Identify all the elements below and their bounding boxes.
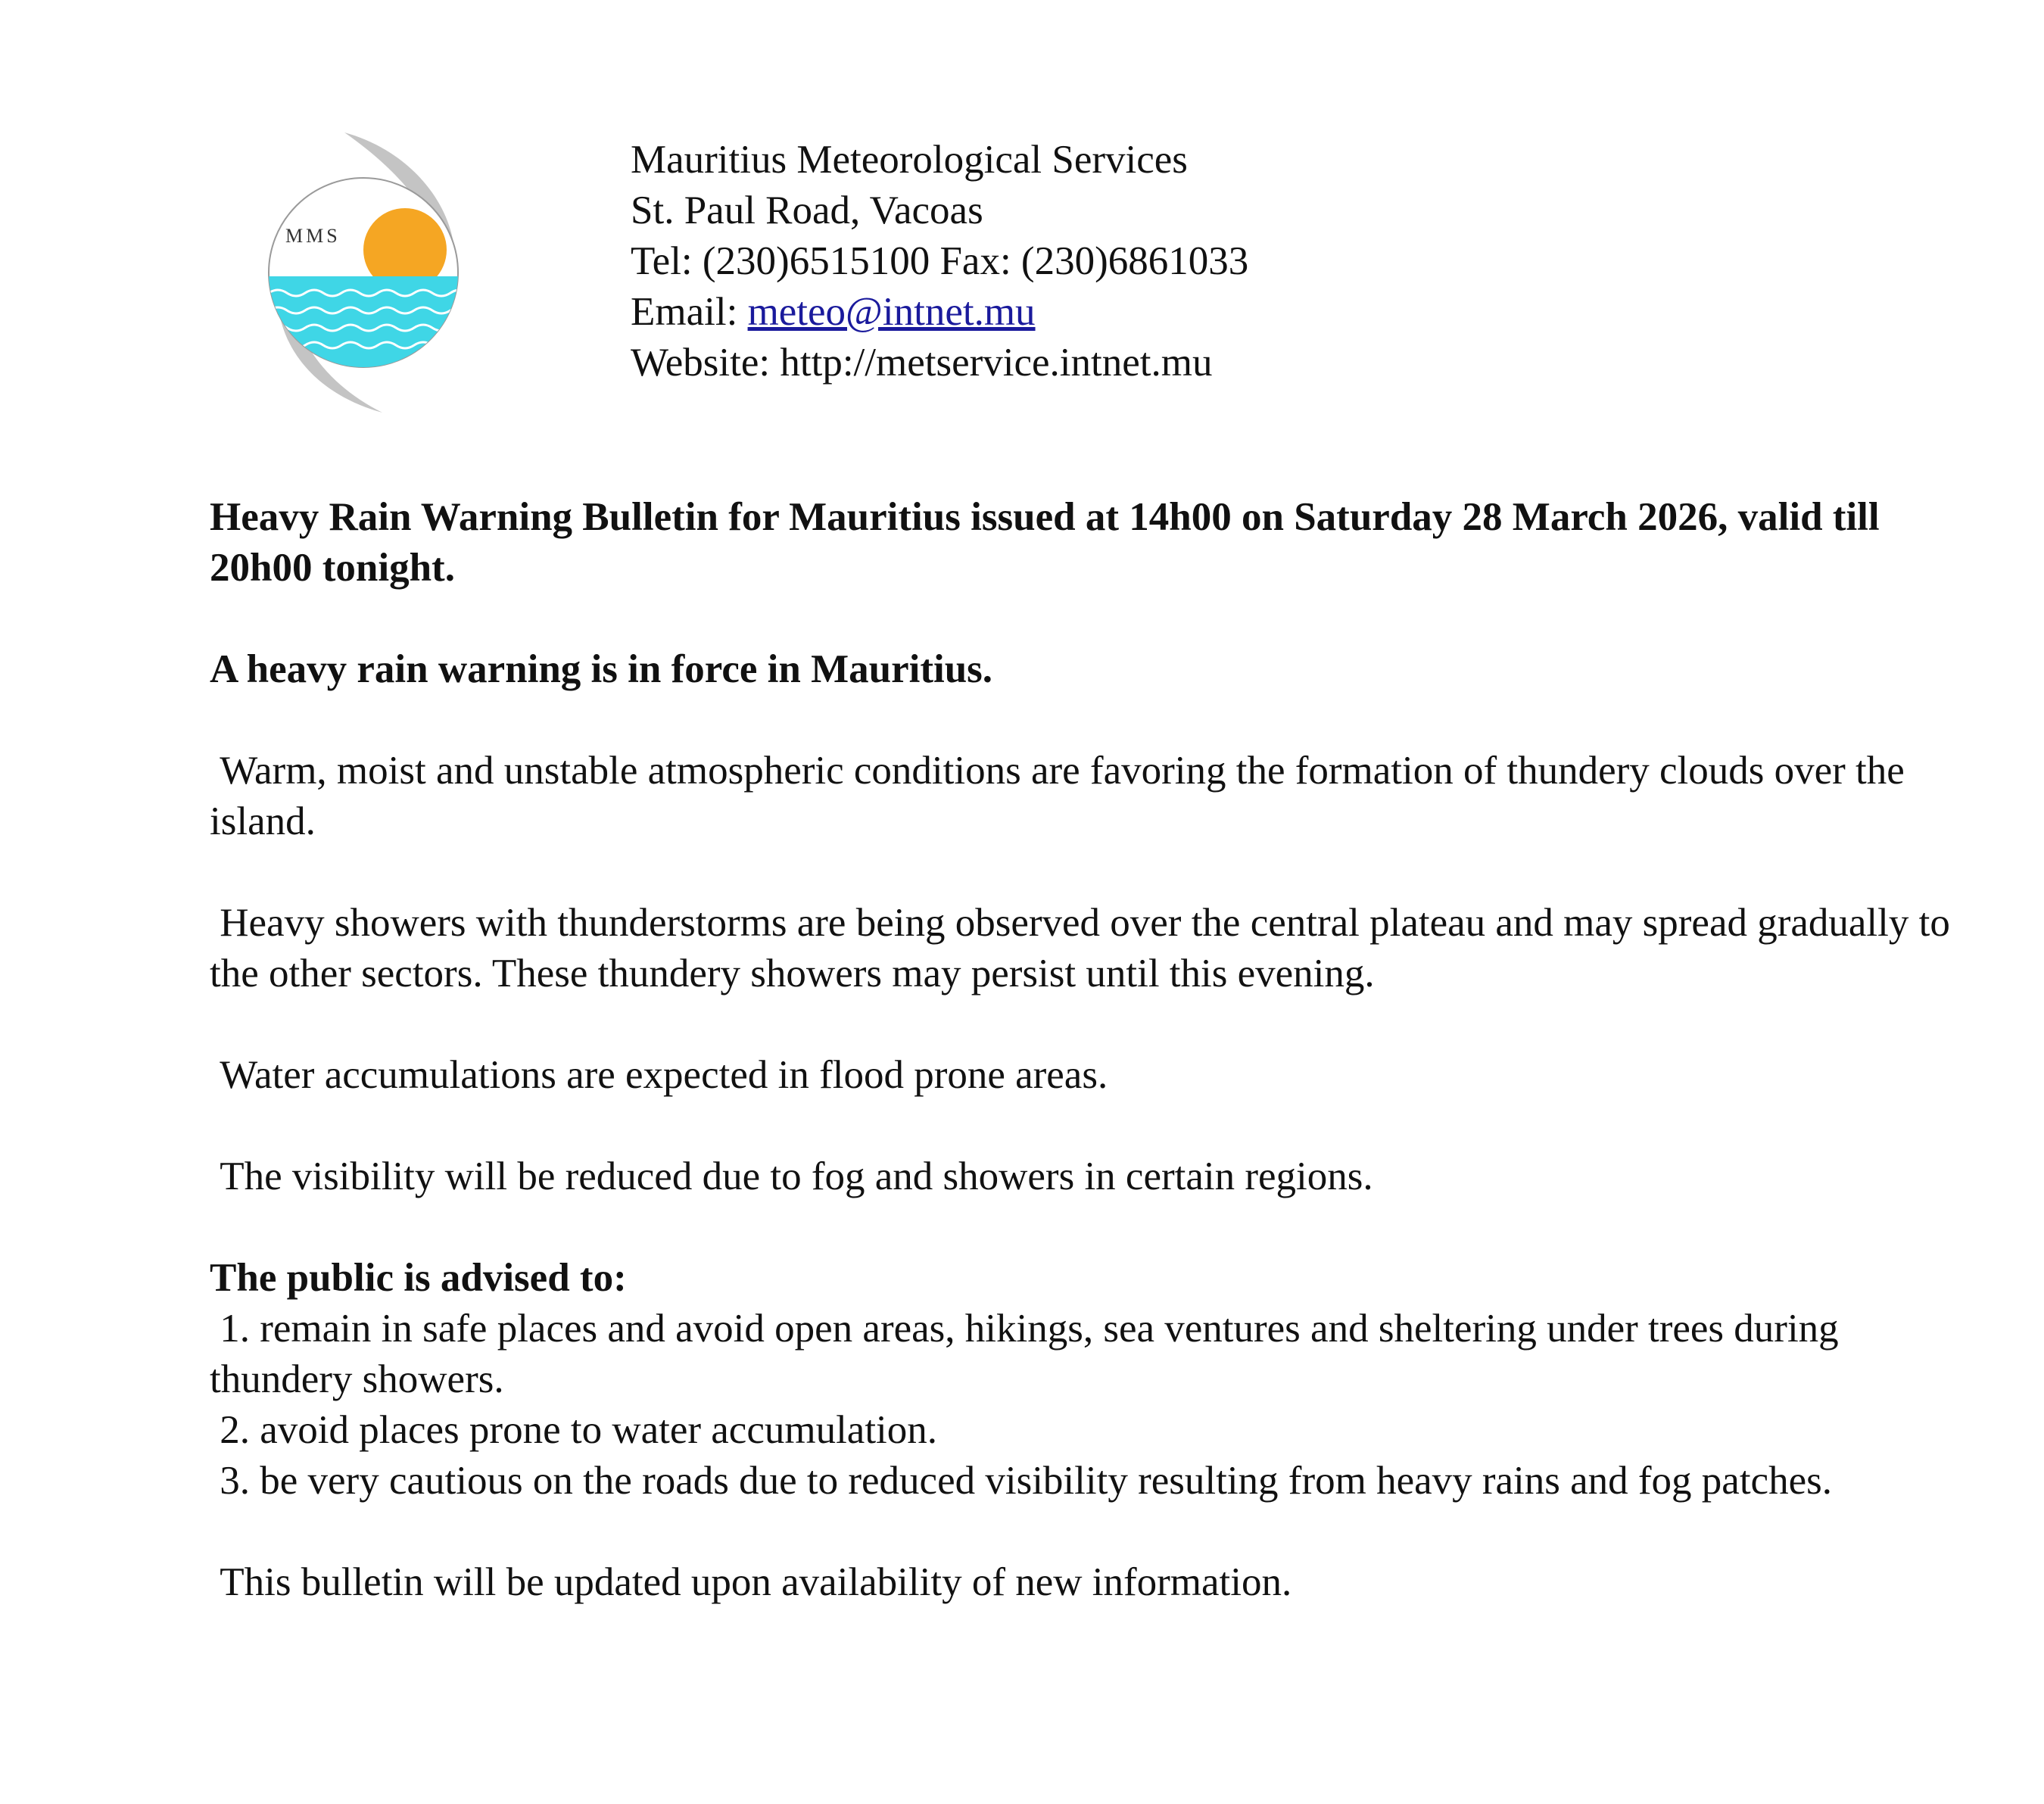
organization-header	[631, 135, 1248, 388]
advice-item-1-text: 1. remain in safe places and avoid open areas, hikings, sea ventures and sheltering under trees during thundery showers.	[210, 1307, 1839, 1401]
advice-item	[210, 1405, 1951, 1456]
logo-text: MMS	[285, 225, 341, 247]
footer-note-text: This bulletin will be updated upon availability of new information.	[220, 1560, 1292, 1604]
bulletin-body	[210, 492, 1951, 1608]
email-label: Email:	[631, 290, 748, 334]
org-website: Website: http://metservice.intnet.mu	[631, 341, 1213, 385]
advice-item-3-text: 3. be very cautious on the roads due to reduced visibility resulting from heavy rains and fog patches.	[220, 1459, 1832, 1503]
advice-item	[210, 1456, 1951, 1506]
paragraph-conditions	[210, 746, 1951, 847]
bulletin-title: Heavy Rain Warning Bulletin for Mauritius issued at 14h00 on Saturday 28 March 2026, valid till 20h00 tonight.	[210, 495, 1880, 590]
paragraph-showers	[210, 898, 1951, 999]
advice-heading: The public is advised to:	[210, 1256, 627, 1300]
advice-item-2-text: 2. avoid places prone to water accumulation.	[220, 1408, 938, 1452]
footer-note	[210, 1557, 1951, 1608]
warning-statement: A heavy rain warning is in force in Mauritius.	[210, 647, 993, 691]
mms-logo-graphic	[254, 125, 473, 420]
paragraph-visibility	[210, 1151, 1951, 1202]
paragraph-conditions-text: Warm, moist and unstable atmospheric conditions are favoring the formation of thundery clouds over the island.	[210, 749, 1905, 843]
paragraph-water-text: Water accumulations are expected in flood prone areas.	[220, 1053, 1108, 1097]
org-tel-fax: Tel: (230)6515100 Fax: (230)6861033	[631, 239, 1249, 283]
email-link[interactable]: meteo@intnet.mu	[747, 290, 1036, 334]
org-email-line	[631, 287, 1248, 338]
advice-item	[210, 1304, 1951, 1405]
org-name: Mauritius Meteorological Services	[631, 138, 1188, 182]
paragraph-visibility-text: The visibility will be reduced due to fog and showers in certain regions.	[220, 1154, 1373, 1198]
paragraph-showers-text: Heavy showers with thunderstorms are being observed over the central plateau and may spread gradually to the other sectors. These thundery showers may persist until this evening.	[210, 901, 1950, 995]
paragraph-water	[210, 1050, 1951, 1101]
mms-logo	[254, 125, 473, 420]
org-address: St. Paul Road, Vacoas	[631, 189, 983, 232]
